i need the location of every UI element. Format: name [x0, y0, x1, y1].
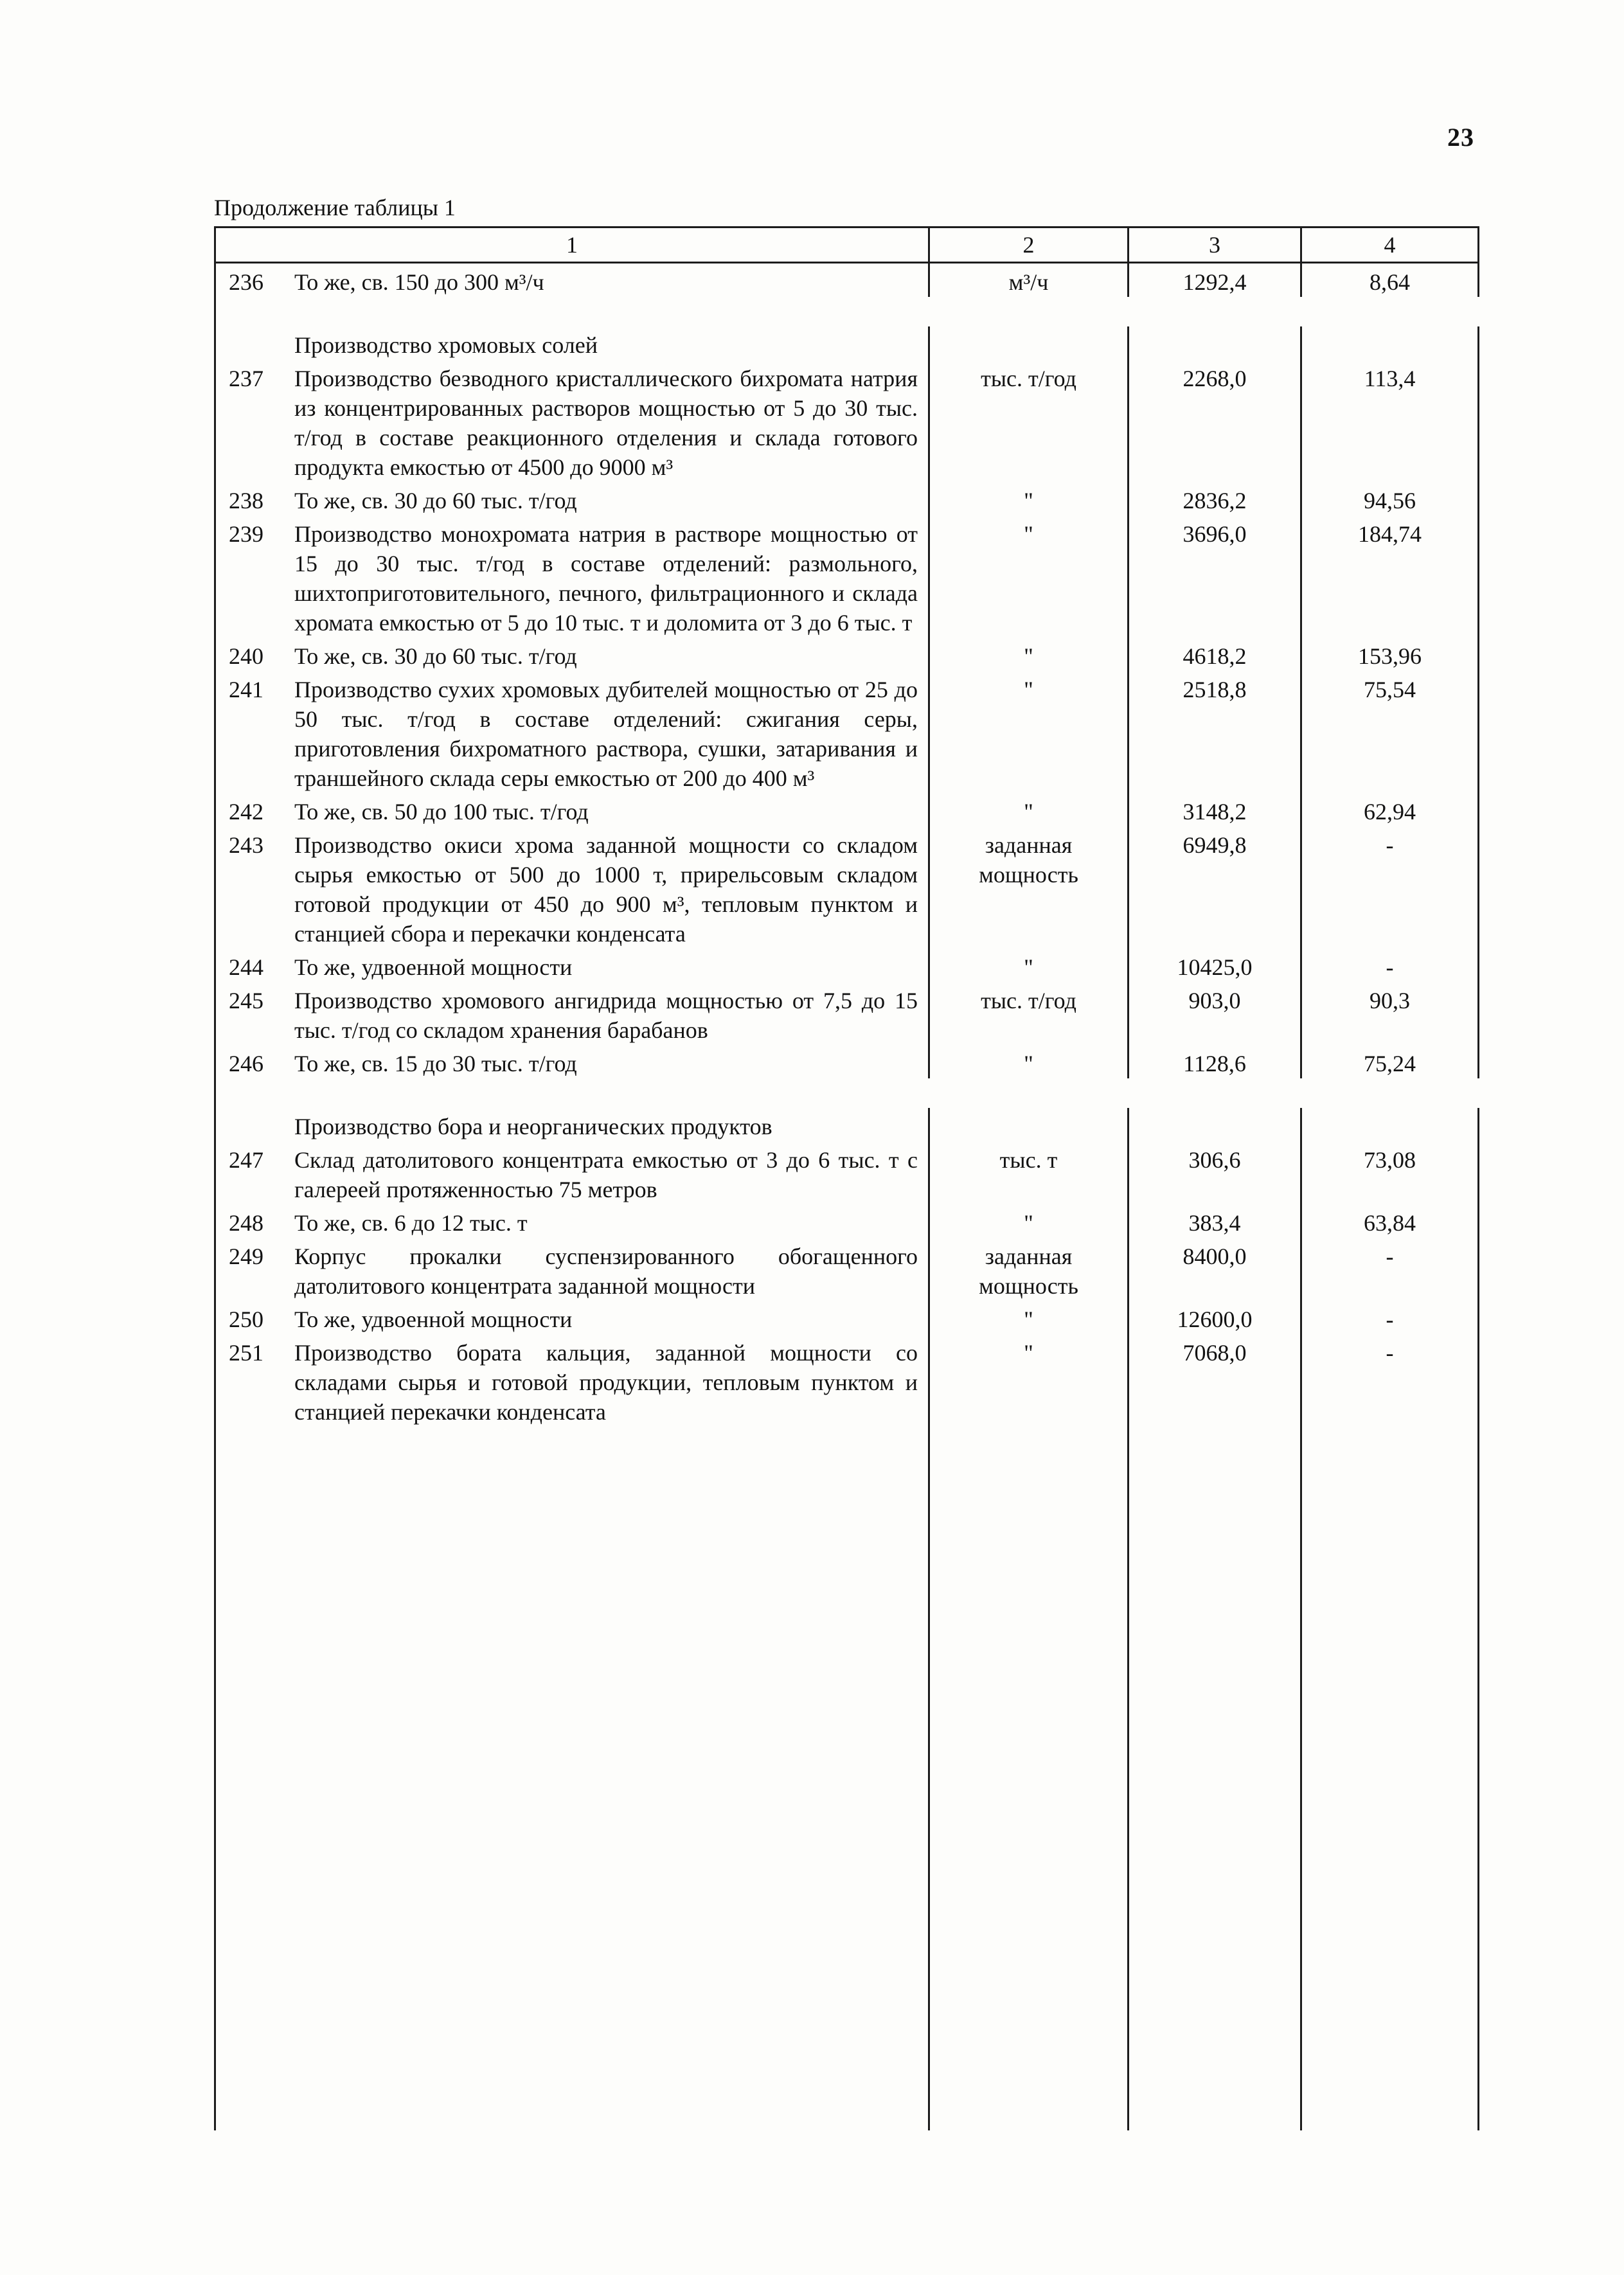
description-cell — [216, 263, 930, 297]
row-description: То же, св. 30 до 60 тыс. т/год — [294, 488, 577, 513]
capacity-value: 2836,2 — [1129, 482, 1302, 515]
cost-value: - — [1302, 1301, 1479, 1334]
capacity-value: 4618,2 — [1129, 638, 1302, 671]
capacity-value: 2518,8 — [1129, 671, 1302, 793]
row-number: 241 — [229, 677, 263, 702]
capacity-value: 8400,0 — [1129, 1238, 1302, 1301]
table-row — [216, 638, 1479, 671]
table-body — [214, 263, 1479, 2130]
table-row — [216, 482, 1479, 515]
unit-cell — [930, 1108, 1129, 1141]
section-row — [216, 326, 1479, 360]
row-number: 238 — [229, 488, 263, 513]
table-row — [216, 1141, 1479, 1204]
section-row — [216, 1108, 1479, 1141]
page-content — [214, 193, 1479, 2130]
capacity-value: 6949,8 — [1129, 826, 1302, 949]
row-number: 239 — [229, 521, 263, 547]
unit-cell: заданная мощность — [930, 1238, 1129, 1301]
capacity-value: 10425,0 — [1129, 949, 1302, 982]
capacity-value: 383,4 — [1129, 1204, 1302, 1238]
column-header-2: 2 — [930, 228, 1129, 262]
capacity-value: 306,6 — [1129, 1141, 1302, 1204]
row-number: 242 — [229, 799, 263, 825]
row-number: 250 — [229, 1307, 263, 1332]
unit-cell: " — [930, 1045, 1129, 1078]
table-row — [216, 1301, 1479, 1334]
table-row — [216, 826, 1479, 949]
table-row — [216, 515, 1479, 638]
capacity-value: 1128,6 — [1129, 1045, 1302, 1078]
description-cell — [216, 949, 930, 982]
column-header-3: 3 — [1129, 228, 1302, 262]
row-description: Производство сухих хромовых дубителей мощностью от 25 до 50 тыс. т/год в составе отделений: сжигания серы, приготовления бихроматного раствора, сушки, затаривания и траншейного склада серы емкостью от 200 до 400 м³ — [294, 677, 918, 791]
cost-value: 184,74 — [1302, 515, 1479, 638]
cost-value: 90,3 — [1302, 982, 1479, 1045]
table-row — [216, 982, 1479, 1045]
description-cell — [216, 326, 930, 360]
row-description: Склад датолитового концентрата емкостью от 3 до 6 тыс. т с галереей протяженностью 75 метров — [294, 1147, 918, 1202]
unit-cell: " — [930, 1204, 1129, 1238]
cost-value: - — [1302, 826, 1479, 949]
unit-cell: " — [930, 515, 1129, 638]
cost-value: 62,94 — [1302, 793, 1479, 826]
table-row — [216, 1238, 1479, 1301]
capacity-value: 3696,0 — [1129, 515, 1302, 638]
table-caption: Продолжение таблицы 1 — [214, 195, 456, 220]
unit-cell: тыс. т/год — [930, 360, 1129, 482]
row-number: 251 — [229, 1340, 263, 1366]
row-description: То же, св. 150 до 300 м³/ч — [294, 269, 544, 295]
table-filler — [216, 1427, 1479, 2130]
row-number: 247 — [229, 1147, 263, 1173]
unit-cell: " — [930, 482, 1129, 515]
row-number: 236 — [229, 269, 263, 295]
cost-value: 113,4 — [1302, 360, 1479, 482]
norms-table — [214, 226, 1479, 2130]
row-description: Производство бората кальция, заданной мощности со складами сырья и готовой продукции, тепловым пунктом и станцией перекачки конденсата — [294, 1340, 918, 1425]
row-description: То же, удвоенной мощности — [294, 1307, 573, 1332]
description-cell — [216, 982, 930, 1045]
row-number: 244 — [229, 954, 263, 980]
capacity-value — [1129, 1108, 1302, 1141]
description-cell — [216, 638, 930, 671]
row-description: То же, св. 15 до 30 тыс. т/год — [294, 1051, 577, 1076]
unit-cell — [930, 326, 1129, 360]
row-description: То же, св. 6 до 12 тыс. т — [294, 1210, 528, 1236]
description-cell — [216, 1045, 930, 1078]
capacity-value: 2268,0 — [1129, 360, 1302, 482]
capacity-value — [1129, 326, 1302, 360]
cost-value: 153,96 — [1302, 638, 1479, 671]
cost-value: 63,84 — [1302, 1204, 1479, 1238]
cost-value: 94,56 — [1302, 482, 1479, 515]
row-number: 249 — [229, 1244, 263, 1269]
capacity-value: 1292,4 — [1129, 263, 1302, 297]
filler-cell — [930, 1427, 1129, 2130]
row-number: 240 — [229, 643, 263, 669]
table-row — [216, 360, 1479, 482]
filler-cell — [1129, 1427, 1302, 2130]
cost-value: 73,08 — [1302, 1141, 1479, 1204]
unit-cell: " — [930, 638, 1129, 671]
cost-value: 75,24 — [1302, 1045, 1479, 1078]
description-cell — [216, 515, 930, 638]
cost-value: 8,64 — [1302, 263, 1479, 297]
row-number: 237 — [229, 366, 263, 391]
table-row — [216, 671, 1479, 793]
description-cell — [216, 482, 930, 515]
description-cell — [216, 1238, 930, 1301]
cost-value — [1302, 1108, 1479, 1141]
cost-value: - — [1302, 1238, 1479, 1301]
row-description: Производство хромового ангидрида мощностью от 7,5 до 15 тыс. т/год со складом хранения барабанов — [294, 988, 918, 1043]
row-number: 245 — [229, 988, 263, 1013]
description-cell — [216, 1301, 930, 1334]
unit-cell: тыс. т — [930, 1141, 1129, 1204]
description-cell — [216, 826, 930, 949]
row-description: Корпус прокалки суспензированного обогащенного датолитового концентрата заданной мощности — [294, 1244, 918, 1299]
row-description: Производство монохромата натрия в растворе мощностью от 15 до 30 тыс. т/год в составе отделений: размольного, шихтоприготовительного, печного, фильтрационного и склада хромата емкостью от 5 до 10 тыс. т и доломита от 3 до 6 тыс. т — [294, 521, 918, 636]
table-row — [216, 263, 1479, 297]
cost-value: - — [1302, 949, 1479, 982]
unit-cell: " — [930, 1301, 1129, 1334]
table-row — [216, 793, 1479, 826]
row-number: 248 — [229, 1210, 263, 1236]
capacity-value: 12600,0 — [1129, 1301, 1302, 1334]
description-cell — [216, 1334, 930, 1427]
capacity-value: 3148,2 — [1129, 793, 1302, 826]
row-description: Производство безводного кристаллического бихромата натрия из концентрированных растворов мощностью от 5 до 30 тыс. т/год в составе реакционного отделения и склада готового продукта емкостью от 4500 до 9000 м³ — [294, 366, 918, 480]
capacity-value: 903,0 — [1129, 982, 1302, 1045]
unit-cell: " — [930, 949, 1129, 982]
unit-cell: тыс. т/год — [930, 982, 1129, 1045]
unit-cell: " — [930, 793, 1129, 826]
cost-value: - — [1302, 1334, 1479, 1427]
capacity-value: 7068,0 — [1129, 1334, 1302, 1427]
page-number: 23 — [1447, 123, 1474, 152]
row-number: 243 — [229, 832, 263, 858]
table-row — [216, 1204, 1479, 1238]
row-description: То же, св. 50 до 100 тыс. т/год — [294, 799, 589, 825]
column-header-4: 4 — [1302, 228, 1479, 262]
filler-cell — [216, 1427, 930, 2130]
cost-value: 75,54 — [1302, 671, 1479, 793]
table-row — [216, 949, 1479, 982]
description-cell — [216, 793, 930, 826]
row-description: То же, удвоенной мощности — [294, 954, 573, 980]
filler-cell — [1302, 1427, 1479, 2130]
table-row — [216, 1045, 1479, 1078]
description-cell — [216, 1204, 930, 1238]
description-cell — [216, 1108, 930, 1141]
table-header-row — [214, 228, 1479, 263]
description-cell — [216, 671, 930, 793]
section-title: Производство хромовых солей — [294, 332, 598, 358]
unit-cell: м³/ч — [930, 263, 1129, 297]
unit-cell: " — [930, 671, 1129, 793]
table-row — [216, 1334, 1479, 1427]
unit-cell: " — [930, 1334, 1129, 1427]
cost-value — [1302, 326, 1479, 360]
section-title: Производство бора и неорганических продуктов — [294, 1114, 772, 1139]
description-cell — [216, 1141, 930, 1204]
column-header-1: 1 — [216, 228, 930, 262]
row-number: 246 — [229, 1051, 263, 1076]
row-description: Производство окиси хрома заданной мощности со складом сырья емкостью от 500 до 1000 т, прирельсовым складом готовой продукции от 450 до 900 м³, тепловым пунктом и станцией сбора и перекачки конденсата — [294, 832, 918, 947]
row-description: То же, св. 30 до 60 тыс. т/год — [294, 643, 577, 669]
unit-cell: заданная мощность — [930, 826, 1129, 949]
description-cell — [216, 360, 930, 482]
